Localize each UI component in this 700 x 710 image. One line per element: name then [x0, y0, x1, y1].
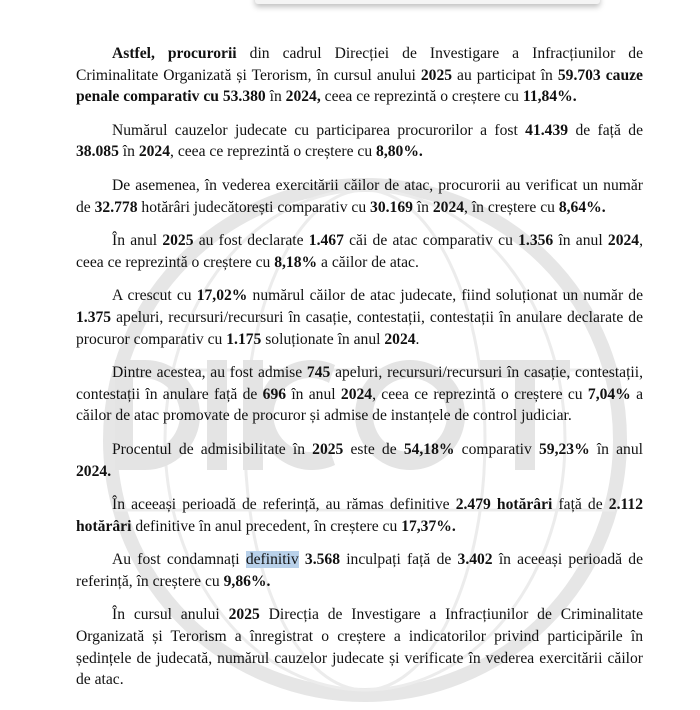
text-run: în	[118, 143, 139, 161]
paragraph	[76, 120, 643, 163]
bold-text: 8,18%	[274, 253, 318, 271]
bold-text: 38.085	[76, 143, 119, 161]
text-run: Direcția de Investigare a Infracțiunilor de Criminalitate Organizată și Terorism a înregistrat o creștere a indicatorilor privind participările în ședințele de judecată, numărul cauzelor judecate și verificate în vederea exercitării căilor de atac.	[76, 606, 643, 689]
selected-text: definitiv	[245, 551, 299, 569]
bold-text: 59.703 cauze penale comparativ cu 53.380	[76, 66, 643, 106]
bold-text: 32.778	[94, 198, 138, 216]
text-run: .	[415, 330, 420, 348]
text-run: definitive în anul precedent, în creștere cu	[131, 517, 402, 535]
text-run: , ceea ce reprezintă o creștere cu	[170, 143, 377, 161]
paragraph	[76, 362, 643, 427]
bold-text: 30.169	[370, 198, 413, 216]
text-run: Procentul de admisibilitate în	[112, 440, 313, 458]
text-run: a căilor de atac promovate de procuror și admise de instanțele de control judiciar.	[76, 385, 643, 425]
text-run: Au fost condamnați	[112, 551, 246, 569]
bold-text: 59,23%	[538, 440, 590, 458]
text-run: în aceeași perioadă de referință, în creștere cu	[76, 551, 643, 590]
paragraph	[76, 43, 643, 108]
text-run: de față de	[568, 121, 644, 139]
text-run: Numărul cauzelor judecate cu participarea procurorilor a fost	[112, 121, 526, 139]
bold-text: 745	[306, 364, 331, 382]
text-run: , în creștere cu	[464, 198, 559, 216]
text-run: inculpați față de	[340, 551, 458, 569]
text-run: în	[265, 88, 286, 106]
paragraph	[76, 230, 643, 273]
bold-text: 2024.	[76, 462, 112, 480]
paragraph	[76, 604, 643, 690]
bold-text: 17,02%	[196, 287, 248, 305]
bold-text: 17,37%.	[401, 517, 456, 535]
bold-text: 41.439	[525, 121, 569, 139]
text-run: au participat în	[452, 66, 558, 84]
text-run: din cadrul Direcției de Investigare a Infracțiunilor de Criminalitate Organizată și Terorism, în cursul anului	[76, 45, 643, 84]
text-run: În anul	[112, 232, 163, 250]
paragraph	[76, 494, 643, 537]
bold-text: 2024	[138, 143, 171, 161]
bold-text: 2024	[607, 232, 640, 250]
bold-text: 1.356	[518, 232, 554, 250]
text-run: În cursul anului	[112, 606, 229, 624]
text-run: A crescut cu	[112, 287, 197, 305]
bold-text: Astfel, procurorii	[112, 45, 237, 62]
text-run: În aceeași perioadă de referință, au rămas definitive	[112, 496, 456, 514]
paragraph	[76, 549, 643, 592]
text-run: Dintre acestea, au fost admise	[112, 364, 307, 382]
bold-text: 1.375	[76, 308, 112, 326]
bold-text: 2.479 hotărâri	[455, 496, 553, 514]
bold-text: 2025	[228, 606, 260, 624]
text-run: căi de atac comparativ cu	[343, 232, 519, 250]
bold-text: 2024,	[285, 88, 321, 106]
text-run: comparativ	[454, 440, 539, 458]
text-run: față de	[552, 496, 609, 514]
text-run: au fost declarate	[193, 232, 309, 250]
text-run: soluționate în anul	[261, 330, 385, 348]
document-body	[76, 0, 643, 691]
paragraph	[76, 175, 643, 218]
bold-text: 11,84%.	[522, 88, 577, 106]
text-run: în anul	[589, 440, 643, 458]
bold-text: 2.112 hotărâri	[76, 496, 644, 535]
bold-text: 3.402	[457, 551, 493, 569]
bold-text: 2024	[432, 198, 465, 216]
bold-text: 2025	[162, 232, 194, 250]
bold-text: 8,80%.	[376, 143, 423, 161]
bold-text: 1.467	[308, 232, 344, 250]
text-run: este de	[343, 440, 404, 458]
text-run: , ceea ce reprezintă o creștere cu	[372, 385, 588, 403]
bold-text: 9,86%.	[223, 572, 271, 590]
bold-text: 2024	[384, 330, 416, 348]
text-run: a căilor de atac.	[317, 253, 419, 271]
bold-text: 2024	[340, 385, 373, 403]
bold-text: 696	[262, 385, 287, 403]
bold-text: 3.568	[304, 551, 340, 569]
text-run: ceea ce reprezintă o creștere cu	[320, 88, 523, 106]
bold-text: 1.175	[226, 330, 262, 348]
bold-text: 2025	[420, 66, 453, 84]
text-run: apeluri, recursuri/recursuri în casație, contestații, contestații în anulare declarate de procuror comparativ cu	[76, 308, 643, 348]
bold-text: 7,04%	[587, 385, 631, 403]
text-run: în anul	[553, 232, 608, 250]
text-run: în	[412, 198, 433, 216]
paragraph	[76, 285, 643, 350]
bold-text: 2025	[312, 440, 344, 458]
text-run: numărul căilor de atac judecate, fiind soluționat un număr de	[247, 287, 644, 305]
paragraph	[76, 439, 643, 482]
text-run: hotărâri judecătorești comparativ cu	[137, 198, 371, 216]
bold-text: 54,18%	[403, 440, 455, 458]
text-run: apeluri, recursuri/recursuri în casație, contestații, contestații în anulare față de	[76, 364, 643, 403]
bold-text: 8,64%.	[558, 198, 606, 216]
text-run: , ceea ce reprezintă o creștere cu	[76, 232, 643, 271]
text-run: De asemenea, în vederea exercitării căilor de atac, procurorii au verificat un număr de	[76, 176, 643, 216]
text-run: în anul	[286, 385, 341, 403]
